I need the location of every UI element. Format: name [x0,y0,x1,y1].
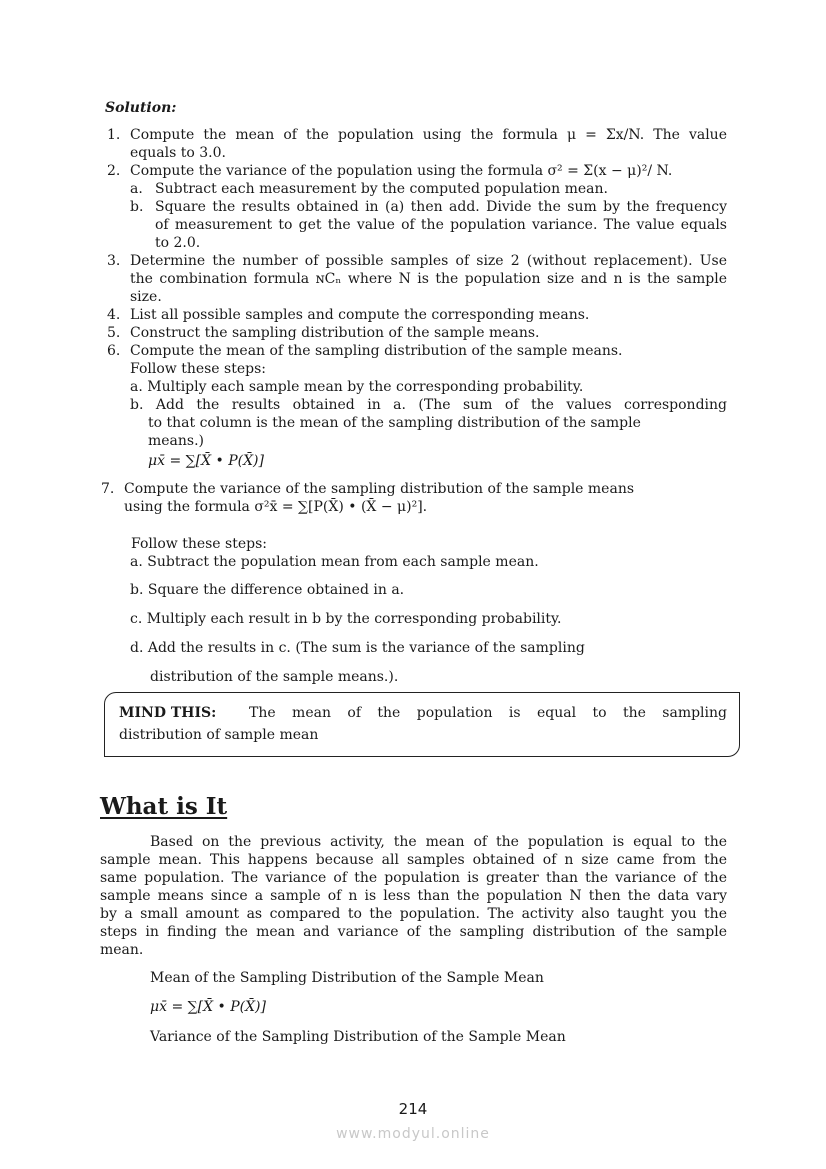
item-number: 3. [107,253,121,269]
step-text: distribution of the sample means.). [150,669,399,685]
item-number: 7. [101,481,115,497]
paragraph-line: mean. [100,942,144,958]
steps-heading: Follow these steps: [130,361,267,377]
sub-text: of measurement to get the value of the population variance. The value equals [155,217,727,233]
formula: μx̄ = ∑[X̄ • P(X̄)] [150,999,266,1015]
step-text: means.) [148,433,205,449]
formula-caption: Mean of the Sampling Distribution of the Sample Mean [150,970,544,986]
item-text: Compute the mean of the sampling distribution of the sample means. [130,343,623,359]
step-text: c. Multiply each result in b by the corresponding probability. [130,611,562,627]
paragraph-line: same population. The variance of the population is greater than the variance of the [100,870,727,886]
item-number: 1. [107,127,121,143]
sub-text: to 2.0. [155,235,201,251]
sub-label: a. [130,181,143,197]
paragraph-line: by a small amount as compared to the population. The activity also taught you the [100,906,727,922]
sub-label: b. [130,199,144,215]
item-text: using the formula σ²x̄ = ∑[P(X̄) • (X̄ − μ)²]. [124,499,428,515]
item-text: Determine the number of possible samples of size 2 (without replacement). Use [130,253,727,269]
item-text: Compute the variance of the population using the formula σ² = Σ(x − μ)²/ N. [130,163,673,179]
solution-title: Solution: [105,100,177,116]
item-number: 4. [107,307,121,323]
paragraph-line: steps in finding the mean and variance of the sampling distribution of the sample [100,924,727,940]
mind-this-text: The mean of the population is equal to the sampling [249,705,727,721]
step-text: to that column is the mean of the sampling distribution of the sample [148,415,641,431]
item-text: the combination formula ɴCₙ where N is the population size and n is the sample [130,271,727,287]
step-text: b. Square the difference obtained in a. [130,582,405,598]
item-text: equals to 3.0. [130,145,226,161]
item-text: List all possible samples and compute the corresponding means. [130,307,590,323]
steps-heading: Follow these steps: [131,536,268,552]
formula: μx̄ = ∑[X̄ • P(X̄)] [148,453,264,469]
formula-caption: Variance of the Sampling Distribution of the Sample Mean [150,1029,566,1045]
sub-text: Square the results obtained in (a) then add. Divide the sum by the frequency [155,199,727,215]
mind-this-box [104,692,740,757]
item-text: Construct the sampling distribution of the sample means. [130,325,540,341]
page-number: 214 [398,1100,428,1118]
step-text: a. Multiply each sample mean by the corresponding probability. [130,379,584,395]
item-text: Compute the variance of the sampling distribution of the sample means [124,481,635,497]
item-text: Compute the mean of the population using the formula μ = Σx/N. The value [130,127,727,143]
step-text: b. Add the results obtained in a. (The sum of the values corresponding [130,397,727,413]
mind-this-label: MIND THIS: [119,705,217,721]
item-number: 2. [107,163,121,179]
step-text: d. Add the results in c. (The sum is the variance of the sampling [130,640,585,656]
paragraph-line: sample mean. This happens because all samples obtained of n size came from the [100,852,727,868]
watermark: www.modyul.online [336,1126,490,1142]
item-number: 6. [107,343,121,359]
section-heading: What is It [100,793,228,820]
paragraph-line: sample means since a sample of n is less than the population N then the data vary [100,888,727,904]
mind-this-text-cont: distribution of sample mean [119,727,319,743]
sub-text: Subtract each measurement by the computed population mean. [155,181,608,197]
item-text: size. [130,289,162,305]
item-number: 5. [107,325,121,341]
step-text: a. Subtract the population mean from each sample mean. [130,554,539,570]
paragraph-line: Based on the previous activity, the mean of the population is equal to the [150,834,727,850]
